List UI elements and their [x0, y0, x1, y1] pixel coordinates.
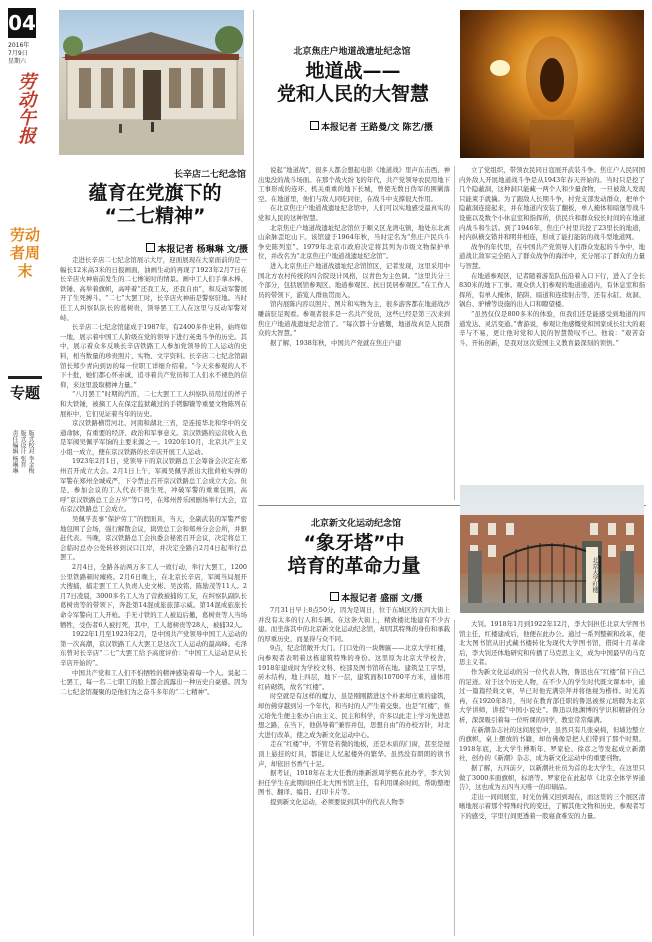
- article3-title-line1: “象牙塔”中: [303, 532, 405, 554]
- paragraph: 走进长辛店二七纪念馆展示大厅，迎面展现在大家面前的是一幅长12米高3米的日报画面，油画生动的再现了1923年2月7日在长辛店火神庙前发生的二七惨案时的情景。画中工人们手拿木棒、铁锤、高举着旗帜，高呼着“还我工友，还我自由”，和反动军警展开了生死搏斗。“二七”大罢工时，长辛店火神庙是警察驻地。当时任工人纠察队队长的葛树贵，领导罢工工人在这里与反动军警对峙。: [60, 256, 247, 322]
- red-building-gate-photo: [460, 485, 644, 613]
- red-building-illustration: [460, 485, 644, 613]
- section-title: 劳动者周末: [10, 226, 41, 280]
- column-rule: [454, 166, 455, 500]
- column-rule: [253, 10, 254, 936]
- issue-year: 2016年: [8, 42, 30, 49]
- red-building-plaque: 北京大学红楼: [586, 547, 598, 603]
- byline-square-icon: [146, 243, 155, 252]
- paragraph: 北京焦庄户地道战遗址纪念馆位于顺义区龙湾屯镇，地处东北离山余脉歪坨山下。该馆建于1964年秋，当时定名为“焦庄户民兵斗争史陈列室”。1979年北京市政府决定将其列为市级文物保护单位，并改名为“北京焦庄户地道战遗址纪念馆”。: [258, 223, 450, 261]
- paragraph: 时空就是有这样的魔力，虽是刚刚踏进这个朴素却庄重的建筑，却仿佛穿越到另一个年代，和当时的人产生着交集。也是“红楼”，蔡元培先生便主张办自由主义、民主和科学，许多以此走上学习先进思想之路，在当下，他倡导着“兼容并包，思想自由”的办校方针，对北大进行改革，使之成为新文化运动中心。: [258, 692, 450, 739]
- paragraph: 1923年2月1日，党领导下的京汉铁路总工会筹备会决定在郑州召开成立大会。2月1日上午，军阀吴佩孚派出大批荷枪实弹的军警在郑州全城戒严，下令禁止召开京汉铁路总工会成立大会。但是，参加会议的工人代表不畏生死，冲破军警的重重包围，高呼“京汉铁路总工会万岁”等口号，在郑州普乐园剧场举行大会，宣布京汉铁路总工会成立。: [60, 457, 247, 514]
- article2-kicker: [262, 44, 442, 57]
- paragraph: 大钊。1918年1月到1922年12月，李大钊担任北京大学图书馆主任，红楼建成后，他便在此办公。通过一系列整顿和改革，使北大图书馆从旧式藏书楼转化为现代大学图书馆，借阅十月革命后，李大钊还体地研究和传播了马克思主义，成为中国最早的马克思主义者。: [459, 620, 645, 667]
- article3-kicker: [262, 516, 450, 529]
- article2-column1: [258, 166, 450, 503]
- memorial-building-illustration: [59, 10, 244, 155]
- paragraph: 进入北京焦庄户地道战遗址纪念馆馆区，记者发现，这里采用中国北方农村传统的四合院设计风格，以青色为主色调。“这里共分三个部分，包括展馆参观区、地道参观区、抗日民居参观区。”在工作人员的带领下，游览人群鱼贯而入。: [258, 261, 450, 299]
- article2-byline: [310, 115, 450, 134]
- paragraph: 走出一间间展室，时光仿佛又回到现在，而这里的三个展区清晰地展示着那个特殊时代的变迁，了解其他文物和历史，参观者写下的感受，字里行间更透着一股寝食难安的力量。: [459, 792, 645, 820]
- paragraph: 9点，纪念馆敞开大门。门口处的一块牌匾——北京大学红楼，向参观者表明着这栋建筑特殊的身份。这里原为北京大学校舍，1918年建成时为学校文科、校部及图书馆所在地。建筑呈工字型，砖木结构，地上四层，地下一层，建筑面积10700平方米，通体用红砖砌筑，故名“红楼”。: [258, 644, 450, 691]
- paragraph: 1922年1月至1923年2月，是中国共产党领导中国工人运动的第一次高潮，京汉铁路工人大罢工是这次工人运动的最高峰。毛泽东曾对长辛店“二七”大罢工给予高度评价：“中国工人运动是从长辛店开始的”。: [60, 630, 247, 667]
- article2-column2: [459, 166, 645, 478]
- paragraph: 说起“地道战”，很多人都会想起电影《地道战》里声东击西、神出鬼没的战斗场面。在那个战火纷飞的年代，共产党领导农民用地下工事形成的连环、机关重重的地下长城，曾使无数日伪军的围剿落空。在地道里，他们与敌人同吃同住，在战斗中支撑很大作用。: [258, 166, 450, 203]
- paragraph: 作为新文化运动的另一位代表人物，鲁迅也在“红楼”留下自己的足迹。对于这个历史人物，在不少人的学生时代既文课本中，通过一篇篇经典文章，早已对他充满崇拜并将他视为楷样。时光苒冉，在1920年8月，当时在教育部任职的鲁迅被蔡元培聘为北京大学讲师，讲授“中国小说史”。鲁迅以他渊博的学识和精辟的分析，深深吸引着每一位听课的同学，教室常常爆满。: [459, 667, 645, 724]
- issue-date: [8, 42, 40, 66]
- editor-credit: 版式设计 张晋: [19, 430, 26, 468]
- editor-credits: [10, 430, 34, 520]
- paragraph: 据考证，1918年在北大任教的维新派周学熙在此办学，李大钊担任学生在此期间担任北大图书馆主任，有利用课余时间，帮助整理图书、翻译、编目、打印卡片等。: [258, 769, 450, 797]
- byline-square-icon: [310, 121, 319, 130]
- paragraph: 在新潮杂志社的这间展室中，虽然只有几张桌椅，但墙边整立的旗帜，桌上摆放的书籍，却仿佛像是把人们带到了那个时期。1918年底，北大学生傅斯年、罗家伦、徐彦之等发起成立新潮社，创办的《新潮》杂志，成为新文化运动中的重要刊物。: [459, 725, 645, 763]
- section-sub: 专题: [9, 384, 40, 402]
- article3-title-line2: 培育的革命力量: [287, 555, 421, 577]
- tunnel-warfare-tunnel-photo: [460, 10, 644, 158]
- article3-kicker-text: 北京新文化运动纪念馆: [310, 519, 401, 529]
- article1-kicker: [140, 167, 246, 180]
- paragraph: 据了解，五四前夕，以新潮社社员为首的北大学生，在这里只做了3000多面旗帜，标语等。罗家伦在此起草《北京全体学界通告》，这也成为五四当天唯一的印刷品。: [459, 763, 645, 792]
- article2-title-line2: 党和人民的大智慧: [276, 83, 429, 105]
- editor-credit: 版式校对 李金梅: [27, 430, 34, 474]
- article1-column1: [60, 256, 247, 936]
- paragraph: 走在“红楼”中，不管是若微的地板，还是木质的门窗，甚至是屋顶上悬挂的灯具，都能让人忆起楼外的繁华。虽然没有朗朗的读书声，却依旧书香气十足。: [258, 740, 450, 768]
- paragraph: 2月4日，全路各站两万多工人一致行动，举行大罢工，1200公里铁路顿时瘫痪。2月6日晚上，在北京长辛店，军阀当局展开大搜捕，捕走罢工工人负责人史文彬、吴汝铭、陈励茂等11人。2月7日凌晨，3000多名工人为了营救被捕的工友，在纠察队副队长葛树贵等的带领下，奔赴第14混成旅旅部示威。第14混成旅旅长命令军警向工人开枪。手无寸铁的工人被迫后撤，葛树贵等人当场牺牲，受伤者6人被打死，其中，工人葛树贵等28人，被捕32人。: [60, 563, 247, 629]
- paragraph: 据了解，1938年秋，中国共产党就在焦庄户建: [270, 338, 402, 347]
- page-number-box: 04: [8, 8, 36, 38]
- article3-title: [258, 532, 450, 578]
- paragraph: 馆内展陈内容以照片、图片和实物为主，很多游客都在地道战沙雕前驻足观看。参观者很多是一名共产党员，这些已经是第三次来到焦庄户地道战遗址纪念馆了。“每次都十分感慨，地道战真是人民群众的大智慧。”: [258, 300, 450, 338]
- paragraph: “八月罢工”时期的汽笛，二七大罢工工人纠察队员用过的斧子和大铁锤，被摘工人在保定监狱戴过的手铐脚镣等重要文物陈列在展柜中，它们见证着当年的历史。: [60, 390, 247, 418]
- paragraph: 7月31日早上8点50分，因为是周日，位于东城区的五四大街上并没有太多的行人和车辆。在这条大街上，精致楼比地建有不少古建。而坐落其中的北京新文化运动纪念馆，却因其特殊的身份和承载的厚重历史，而显得与众不同。: [258, 606, 450, 643]
- issue-monthday: 7月9日: [8, 50, 28, 57]
- paper-logo: 劳动午报: [15, 72, 36, 144]
- tunnel-illustration: [460, 10, 644, 158]
- paragraph: 吴佩孚丧事“保护劳工”的假面具，当天，全副武装的军警严密地包围了会场，强行解散会议，捣毁总工会和郑州分会会所，并驱赶代表。当晚，京汉铁路总工会执委会秘密召开会议，决定将总工会临时总办公处转移到汉口江岸，并决定全路自2月4日起举行总罢工。: [60, 515, 247, 562]
- article2-byline-text: 本报记者 王路曼/文 陈艺/摄: [321, 123, 433, 133]
- article1-byline-text: 本报记者 杨琳琳 文/摄: [157, 245, 248, 255]
- article1-title-line1: 蕴育在党旗下的: [88, 182, 222, 204]
- paragraph: 战争的年代里，在中国共产党领导人们群众发起的斗争中，地道战让敌军完全陷入了群众战争的海洋中，充分展示了群众的力量与智慧。: [459, 242, 645, 270]
- article3-byline-text: 本报记者 盛丽 文/摄: [341, 594, 423, 604]
- paragraph: 长辛店二七纪念馆建成于1987年，有2400多件史料，始终如一地，展示着中国工人阶级在党的领导下进行英勇斗争的历史。其中，展示着众多反映长辛店铁路工人参加党领导的工人运动的史料，相当数量的珍贵照片、实物、文字资料。长辛店二七纪念馆副馆长郑少青向到访的每一位职工详细介绍着。“今天来参观的人不下十批，她们都心怀赤诚，追寻着共产党员和工人们永不褪色的信仰，来这里汲取精神力量。”: [60, 323, 247, 389]
- paragraph: 在北京焦庄户地道战遗址纪念馆中，人们可以实地感受最真实的党和人民的这种智慧。: [258, 204, 450, 222]
- paragraph: 提到新文化运动，必须要说到其中的代表人物李: [270, 797, 405, 806]
- section-divider: [8, 376, 42, 379]
- paragraph: 在地道参观区，记者随着游览队伍沿着入口下行，进入了全长830米的地下工事。观众供人们参观的地道通道内，有休息室和指挥所，有单人掩体，陷阱、暗道和连续射击等，还有水缸、炕洞、锅台、驴槽等设施的出入口和瞭望楼。: [459, 271, 645, 309]
- editor-credit: 责任编辑 杨琳琳: [11, 430, 18, 474]
- article1-title: [62, 182, 248, 228]
- paragraph: “虽然仅仅是800多米的体验，但我们还是能感受到地道的四通发达、灵活变通。”曹游说，参观让他感慨党和国家成长壮大的艰辛与不易，更让他对党和人民的智慧赞叹不已。他说：“艰苦奋斗、开拓创新，是我对这次爱国主义教育最深刻的领悟。”: [459, 309, 645, 347]
- article2-title: [258, 60, 448, 106]
- paragraph: 京汉铁路横贯河北、河南和湖北三省，是连接华北和华中的交通命脉，有重要的经济、政治和军事意义。京汉铁路的运营收入也是军阀吴佩孚军饷的主要来源之一。1920年10月，北京共产主义小组一成立，便在京汉铁路的长辛店开展工人运动。: [60, 419, 247, 456]
- changxindian-memorial-hall-photo: [59, 10, 244, 155]
- article2-title-line1: 地道战——: [305, 60, 401, 82]
- article3-byline: [330, 586, 450, 605]
- article3-column2: [459, 620, 645, 936]
- article1-title-line2: “二七精神”: [104, 205, 206, 227]
- column-rule: [454, 620, 455, 936]
- article2-kicker-text: 北京焦庄户地道战遗址纪念馆: [293, 47, 411, 57]
- paragraph: 立了党组织，带领农民同日寇展开武装斗争。焦庄户人民同国内外敌人开展地道战斗争是从1943年春天开始的。当时只是挖了几个隐蔽洞，这种洞只能藏一两个人和少量食物，一旦被敌人发现只能束手就擒。为了跟敌人长期斗争，村党支部发动群众，把单个隐蔽洞连接起来，并在地道内安装了翻板，单人掩体和暗堡等战斗设施以及数个小休息室和指挥所，供民兵和群众较长时间的在地道内战斗和生活。到了1946年，焦庄户村里共挖了23里长的地道，村内纵横交错井和明井相连，形成了能打能防的战斗型地道网。: [459, 166, 645, 242]
- issue-weekday: 星期六: [8, 58, 27, 65]
- byline-square-icon: [330, 592, 339, 601]
- article1-byline: [120, 237, 248, 256]
- paragraph: 中国共产党和工人们不怕牺牲的精神感染着每一个人。说起二七罢工，每一名二七职工的脸上都会流露出一种历史自豪感。因为二七纪念馆凝聚的是他们为之奋斗多年的“二七精神”。: [60, 668, 247, 696]
- article3-column1: [258, 606, 450, 936]
- article1-kicker-text: 长辛店二七纪念馆: [173, 170, 246, 180]
